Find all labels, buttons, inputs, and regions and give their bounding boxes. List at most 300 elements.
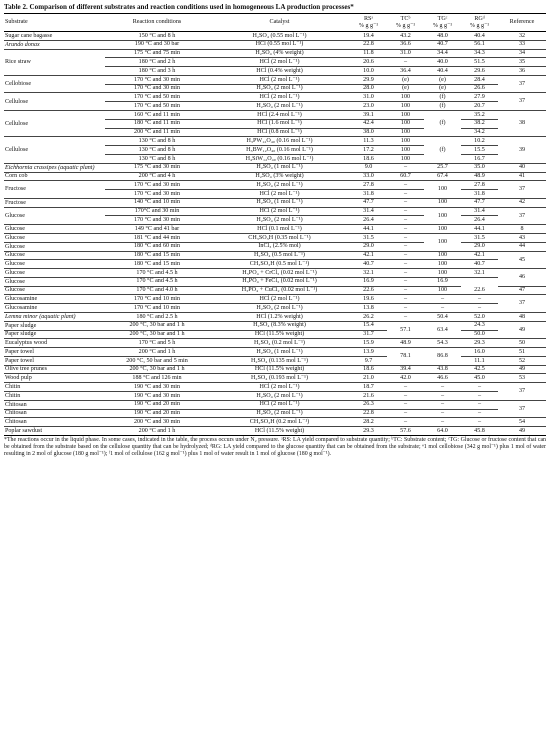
cell-reaction-conditions: 130 °C and 8 h <box>105 137 209 146</box>
header-label: Reaction conditions <box>132 19 182 25</box>
cell-reference: 37 <box>498 93 546 111</box>
cell-rs: 22.8 <box>350 409 387 418</box>
table-row <box>4 277 546 286</box>
cell-catalyst: H₃PO₄ + FeCl₃ (0.02 mol L⁻¹) <box>209 277 350 286</box>
cell-rg: 29.0 <box>461 242 498 251</box>
comparison-table <box>4 13 546 436</box>
header-label: RGᵈ <box>474 15 485 22</box>
cell-tc: – <box>387 216 424 225</box>
cell-tg: 40.4 <box>424 67 461 76</box>
cell-tg: – <box>424 304 461 313</box>
cell-rs: 17.2 <box>350 146 387 155</box>
cell-rs: 29.0 <box>350 242 387 251</box>
cell-rg: 40.4 <box>461 32 498 41</box>
cell-substrate: Glucose <box>4 269 105 278</box>
cell-tc: – <box>387 392 424 401</box>
cell-reference: 45 <box>498 251 546 269</box>
cell-reference: 39 <box>498 137 546 163</box>
cell-rg: – <box>461 409 498 418</box>
cell-catalyst: HCl (2 mol L⁻¹) <box>209 383 350 392</box>
cell-catalyst: H₂SO₄ (2 mol L⁻¹) <box>209 216 350 225</box>
cell-tc: – <box>387 418 424 427</box>
cell-catalyst: H₂SO₄ (1 mol L⁻¹) <box>209 198 350 207</box>
cell-reference: 32 <box>498 32 546 41</box>
cell-catalyst: H₂SO₄ (8.3% weight) <box>209 321 350 330</box>
cell-tg: (e) <box>424 75 461 84</box>
cell-reaction-conditions: 175 °C and 75 min <box>105 49 209 58</box>
cell-tg: 100 <box>424 260 461 269</box>
cell-reference: 48 <box>498 313 546 322</box>
cell-tg: – <box>424 400 461 409</box>
cell-tg: 100 <box>424 181 461 199</box>
cell-rs: 11.8 <box>350 49 387 58</box>
table-row <box>4 172 546 181</box>
cell-tg: 34.4 <box>424 49 461 58</box>
cell-substrate: Chitin <box>4 392 105 401</box>
cell-rs: 32.1 <box>350 269 387 278</box>
cell-substrate: Cellulose <box>4 93 105 111</box>
cell-reference: 40 <box>498 163 546 172</box>
cell-rs: 10.0 <box>350 67 387 76</box>
cell-tc: 57.6 <box>387 427 424 436</box>
cell-substrate: Paper sludge <box>4 321 105 330</box>
cell-tc: – <box>387 400 424 409</box>
cell-reaction-conditions: 200 °C, 30 bar and 1 h <box>105 321 209 330</box>
cell-substrate: Glucose <box>4 225 105 234</box>
cell-catalyst: HCl (11.5% weight) <box>209 427 350 436</box>
cell-rg: 31.4 <box>461 207 498 216</box>
cell-reaction-conditions: 140 °C and 10 min <box>105 198 209 207</box>
cell-substrate: Wood pulp <box>4 374 105 383</box>
cell-rg: 45.8 <box>461 427 498 436</box>
table-row <box>4 418 546 427</box>
cell-rs: 26.2 <box>350 313 387 322</box>
cell-substrate: Poplar sawdust <box>4 427 105 436</box>
cell-reaction-conditions: 160 °C and 11 min <box>105 111 209 120</box>
cell-rs: 27.8 <box>350 181 387 190</box>
cell-rg: 35.2 <box>461 111 498 120</box>
cell-reaction-conditions: 170 °C and 30 min <box>105 75 209 84</box>
cell-rs: 26.3 <box>350 400 387 409</box>
table-row <box>4 207 546 216</box>
cell-reference: 37 <box>498 75 546 93</box>
cell-reaction-conditions: 180 °C and 15 min <box>105 251 209 260</box>
table-row <box>4 260 546 269</box>
cell-reaction-conditions: 180 °C and 15 min <box>105 260 209 269</box>
cell-substrate: Olive tree prunes <box>4 365 105 374</box>
cell-tg: 48.0 <box>424 32 461 41</box>
cell-catalyst: H₂SO₄ (1 mol L⁻¹) <box>209 163 350 172</box>
cell-reference: 47 <box>498 286 546 295</box>
cell-substrate: Paper sludge <box>4 330 105 339</box>
cell-reaction-conditions: 200 °C, 30 bar and 1 h <box>105 330 209 339</box>
cell-reference: 41 <box>498 172 546 181</box>
cell-rg: 52.0 <box>461 313 498 322</box>
column-header-reference <box>498 14 546 32</box>
cell-tc: 78.1 <box>387 348 424 366</box>
cell-reference: 49 <box>498 321 546 339</box>
cell-catalyst: HCl (2 mol L⁻¹) <box>209 190 350 199</box>
cell-substrate: Eichhornia crassipes (aquatic plant) <box>4 163 105 172</box>
table-row <box>4 137 546 146</box>
cell-rg: 31.5 <box>461 233 498 242</box>
cell-reaction-conditions: 170°C and 30 min <box>105 207 209 216</box>
cell-catalyst: HCl (2 mol L⁻¹) <box>209 75 350 84</box>
cell-tc: – <box>387 286 424 295</box>
cell-tc: 36.4 <box>387 67 424 76</box>
cell-reference: 46 <box>498 269 546 287</box>
cell-reference: 33 <box>498 40 546 49</box>
cell-rg: 11.1 <box>461 356 498 365</box>
cell-tc: – <box>387 295 424 304</box>
cell-catalyst: HCl (2 mol L⁻¹) <box>209 58 350 67</box>
cell-substrate: Paper towel <box>4 356 105 365</box>
cell-tg: 67.4 <box>424 172 461 181</box>
cell-rs: 20.6 <box>350 58 387 67</box>
cell-reaction-conditions: 200 °C and 4 h <box>105 172 209 181</box>
cell-rs: 44.1 <box>350 225 387 234</box>
cell-catalyst: H₂SO₄ (0.2 mol L⁻¹) <box>209 339 350 348</box>
cell-reaction-conditions: 130 °C and 8 h <box>105 154 209 163</box>
cell-rs: 18.7 <box>350 383 387 392</box>
cell-reaction-conditions: 170 °C and 30 min <box>105 181 209 190</box>
cell-tc: – <box>387 233 424 242</box>
table-row <box>4 356 546 365</box>
cell-rg: – <box>461 400 498 409</box>
cell-tg: – <box>424 383 461 392</box>
column-header-catalyst <box>209 14 350 32</box>
cell-reaction-conditions: 170 °C and 50 min <box>105 93 209 102</box>
cell-tc: 60.7 <box>387 172 424 181</box>
table-row <box>4 181 546 190</box>
cell-rg: 34.3 <box>461 49 498 58</box>
cell-reference: 51 <box>498 348 546 357</box>
cell-rs: 19.4 <box>350 32 387 41</box>
cell-substrate: Glucosamine <box>4 295 105 304</box>
cell-catalyst: HCl (0.55 mol L⁻¹) <box>209 40 350 49</box>
cell-rs: 9.7 <box>350 356 387 365</box>
cell-reaction-conditions: 170 °C and 4.5 h <box>105 277 209 286</box>
header-label: Catalyst <box>269 19 290 25</box>
cell-reaction-conditions: 200 °C and 11 min <box>105 128 209 137</box>
column-header-rg <box>461 14 498 32</box>
cell-substrate: Sugar cane bagasse <box>4 32 105 41</box>
cell-substrate: Fructose <box>4 198 105 207</box>
cell-catalyst: H₄SiW₁₂O₄₀ (0.16 mol L⁻¹) <box>209 154 350 163</box>
header-label: TGᶜ <box>437 15 448 22</box>
table-row <box>4 111 546 120</box>
table-row <box>4 233 546 242</box>
cell-reaction-conditions: 200 °C, 30 bar and 1 h <box>105 365 209 374</box>
header-label: Substrate <box>5 19 28 25</box>
cell-catalyst: HCl (11.5% weight) <box>209 365 350 374</box>
cell-catalyst: H₂SO₄ (2 mol L⁻¹) <box>209 304 350 313</box>
table-row <box>4 383 546 392</box>
cell-tg: (f) <box>424 93 461 102</box>
cell-substrate: Glucose <box>4 207 105 225</box>
cell-catalyst: H₂SO₄ (2 mol L⁻¹) <box>209 181 350 190</box>
cell-rg: 42.1 <box>461 251 498 260</box>
cell-tc: 48.9 <box>387 339 424 348</box>
table-row <box>4 251 546 260</box>
cell-rg: 47.7 <box>461 198 498 207</box>
cell-rg: 24.3 <box>461 321 498 330</box>
table-row <box>4 225 546 234</box>
cell-tg: 100 <box>424 233 461 251</box>
cell-tg: (f) <box>424 111 461 137</box>
cell-reaction-conditions: 200 °C and 1 h <box>105 348 209 357</box>
cell-catalyst: H₂SO₄ (4% weight) <box>209 49 350 58</box>
cell-catalyst: HCl (0.8 mol L⁻¹) <box>209 128 350 137</box>
cell-reference: 37 <box>498 383 546 401</box>
cell-rg: 38.2 <box>461 119 498 128</box>
table-row <box>4 269 546 278</box>
column-header-tc <box>387 14 424 32</box>
cell-tc: 100 <box>387 146 424 155</box>
cell-rs: 29.9 <box>350 75 387 84</box>
cell-rs: 15.4 <box>350 321 387 330</box>
cell-tc: – <box>387 58 424 67</box>
cell-rs: 11.3 <box>350 137 387 146</box>
cell-reaction-conditions: 200 °C, 50 bar and 5 min <box>105 356 209 365</box>
cell-reaction-conditions: 200 °C and 1 h <box>105 427 209 436</box>
cell-catalyst: H₂SO₄ (0.193 mol L⁻¹) <box>209 374 350 383</box>
cell-tg: – <box>424 418 461 427</box>
table-row <box>4 40 546 49</box>
cell-rs: 40.7 <box>350 260 387 269</box>
cell-tc: 43.2 <box>387 32 424 41</box>
cell-substrate: Chitin <box>4 383 105 392</box>
cell-rg: 50.0 <box>461 330 498 339</box>
cell-catalyst: H₂SO₄ (2 mol L⁻¹) <box>209 84 350 93</box>
cell-rg: 45.0 <box>461 374 498 383</box>
cell-substrate: Rice straw <box>4 49 105 75</box>
cell-rs: 31.4 <box>350 207 387 216</box>
header-row <box>4 14 546 32</box>
cell-rs: 38.0 <box>350 128 387 137</box>
cell-reference: 38 <box>498 111 546 137</box>
cell-tg: 40.0 <box>424 58 461 67</box>
table-row <box>4 295 546 304</box>
cell-tc: 31.0 <box>387 49 424 58</box>
cell-catalyst: HCl (11.5% weight) <box>209 330 350 339</box>
cell-reference: 54 <box>498 418 546 427</box>
cell-catalyst: H₂SO₄ (0.55 mol L⁻¹) <box>209 32 350 41</box>
cell-rs: 13.9 <box>350 348 387 357</box>
cell-substrate: Chitosan <box>4 409 105 418</box>
cell-substrate: Glucose <box>4 260 105 269</box>
cell-rg: 29.3 <box>461 339 498 348</box>
table-row <box>4 374 546 383</box>
cell-reaction-conditions: 170 °C and 30 min <box>105 190 209 199</box>
cell-reference: 36 <box>498 67 546 76</box>
cell-reaction-conditions: 170 °C and 30 min <box>105 84 209 93</box>
table-row <box>4 93 546 102</box>
cell-catalyst: CH₃SO₃H (0.2 mol L⁻¹) <box>209 418 350 427</box>
cell-tg: 64.0 <box>424 427 461 436</box>
cell-rs: 22.8 <box>350 40 387 49</box>
cell-tc: 100 <box>387 128 424 137</box>
cell-reaction-conditions: 190 °C and 30 bar <box>105 40 209 49</box>
table-row <box>4 49 546 58</box>
cell-rs: 31.8 <box>350 190 387 199</box>
cell-reference: 49 <box>498 365 546 374</box>
cell-rs: 9.0 <box>350 163 387 172</box>
cell-reaction-conditions: 170 °C and 10 min <box>105 304 209 313</box>
cell-reaction-conditions: 175 °C and 30 min <box>105 163 209 172</box>
cell-tc: 100 <box>387 93 424 102</box>
cell-rg: 48.9 <box>461 172 498 181</box>
cell-tc: 100 <box>387 111 424 120</box>
cell-tg: – <box>424 392 461 401</box>
cell-reaction-conditions: 180 °C and 11 min <box>105 119 209 128</box>
cell-reaction-conditions: 170 °C and 30 min <box>105 216 209 225</box>
cell-reaction-conditions: 170 °C and 10 min <box>105 295 209 304</box>
cell-reference: 35 <box>498 58 546 67</box>
cell-tc: – <box>387 269 424 278</box>
cell-rs: 21.6 <box>350 392 387 401</box>
cell-catalyst: H₂SO₄ (2 mol L⁻¹) <box>209 392 350 401</box>
cell-reaction-conditions: 190 °C and 30 min <box>105 392 209 401</box>
header-unit: % g g⁻¹ <box>432 22 453 29</box>
cell-reaction-conditions: 188 °C and 126 min <box>105 374 209 383</box>
cell-rs: 15.9 <box>350 339 387 348</box>
table-row <box>4 339 546 348</box>
cell-reference: 43 <box>498 233 546 242</box>
cell-tc: 100 <box>387 119 424 128</box>
cell-tg: 43.8 <box>424 365 461 374</box>
cell-tc: – <box>387 383 424 392</box>
cell-reaction-conditions: 180 °C and 2.5 h <box>105 313 209 322</box>
table-row <box>4 330 546 339</box>
cell-tc: 39.4 <box>387 365 424 374</box>
cell-rs: 21.0 <box>350 374 387 383</box>
cell-rg: 15.5 <box>461 146 498 155</box>
cell-substrate: Chitosan <box>4 400 105 409</box>
cell-reference: 42 <box>498 198 546 207</box>
cell-rg: 28.4 <box>461 75 498 84</box>
cell-rg: – <box>461 304 498 313</box>
cell-catalyst: H₃PO₄ + CuCl₂ (0.02 mol L⁻¹) <box>209 286 350 295</box>
cell-rs: 28.2 <box>350 418 387 427</box>
cell-rg: 35.0 <box>461 163 498 172</box>
cell-catalyst: H₂SO₄ (0.5 mol L⁻¹) <box>209 251 350 260</box>
cell-tc: 42.0 <box>387 374 424 383</box>
cell-catalyst: HCl (0.1 mol L⁻¹) <box>209 225 350 234</box>
cell-tg: 46.6 <box>424 374 461 383</box>
cell-catalyst: H₂SO₄ (2 mol L⁻¹) <box>209 409 350 418</box>
table-body <box>4 32 546 436</box>
cell-rg: 22.6 <box>461 286 498 295</box>
cell-tc: – <box>387 242 424 251</box>
cell-catalyst: H₃PW₁₂O₄₀ (0.16 mol L⁻¹) <box>209 137 350 146</box>
cell-catalyst: H₂SO₄ (3% weight) <box>209 172 350 181</box>
cell-rg: 26.6 <box>461 84 498 93</box>
cell-catalyst: InCl₃ (2.5% mol) <box>209 242 350 251</box>
cell-catalyst: H₃PO₄ + CrCl₃ (0.02 mol L⁻¹) <box>209 269 350 278</box>
cell-catalyst: HCl (2 mol L⁻¹) <box>209 295 350 304</box>
cell-reaction-conditions: 130 °C and 8 h <box>105 146 209 155</box>
cell-rs: 28.0 <box>350 84 387 93</box>
cell-tc: 36.6 <box>387 40 424 49</box>
header-label: RSᵃ <box>363 15 374 22</box>
header-label: TCᵇ <box>400 15 411 22</box>
cell-reference: 49 <box>498 427 546 436</box>
cell-reaction-conditions: 190 °C and 20 min <box>105 409 209 418</box>
cell-reaction-conditions: 150 °C and 8 h <box>105 32 209 41</box>
cell-tc: 100 <box>387 137 424 146</box>
cell-rs: 33.0 <box>350 172 387 181</box>
cell-tc: – <box>387 207 424 216</box>
cell-rs: 31.5 <box>350 233 387 242</box>
cell-rg: – <box>461 295 498 304</box>
cell-tg: 100 <box>424 198 461 207</box>
cell-tc: (e) <box>387 75 424 84</box>
table-row <box>4 198 546 207</box>
cell-rg: 16.7 <box>461 154 498 163</box>
cell-reaction-conditions: 190 °C and 30 min <box>105 383 209 392</box>
cell-tc: – <box>387 409 424 418</box>
cell-rg: – <box>461 383 498 392</box>
cell-rs: 18.6 <box>350 365 387 374</box>
cell-substrate: Cellulose <box>4 137 105 163</box>
cell-tg: 100 <box>424 286 461 295</box>
cell-rg: – <box>461 418 498 427</box>
cell-tc: – <box>387 251 424 260</box>
cell-catalyst: H₂SO₄ (1 mol L⁻¹) <box>209 348 350 357</box>
cell-substrate: Glucose <box>4 233 105 242</box>
cell-reaction-conditions: 149 °C and 41 bar <box>105 225 209 234</box>
cell-substrate: Paper towel <box>4 348 105 357</box>
cell-catalyst: HCl (1.2% weight) <box>209 313 350 322</box>
table-caption: Table 2. Comparison of different substrates and reaction conditions used in homogeneous LA production processes* <box>4 3 354 11</box>
cell-tc: – <box>387 304 424 313</box>
cell-rs: 31.7 <box>350 330 387 339</box>
cell-tg: 16.9 <box>424 277 461 286</box>
cell-reaction-conditions: 170 °C and 4.5 h <box>105 269 209 278</box>
cell-tg: 86.8 <box>424 348 461 366</box>
header-label: Reference <box>509 19 535 25</box>
table-row <box>4 32 546 41</box>
cell-tg: (f) <box>424 102 461 111</box>
cell-catalyst: CH₃SO₃H (0.35 mol L⁻¹) <box>209 233 350 242</box>
cell-tg: 50.4 <box>424 313 461 322</box>
table-row <box>4 409 546 418</box>
cell-substrate: Fructose <box>4 181 105 199</box>
cell-catalyst: H₂SO₄ (2 mol L⁻¹) <box>209 102 350 111</box>
cell-rs: 22.6 <box>350 286 387 295</box>
cell-substrate: Glucose <box>4 277 105 286</box>
cell-substrate: Eucalyptus wood <box>4 339 105 348</box>
cell-rs: 42.4 <box>350 119 387 128</box>
cell-rs: 23.0 <box>350 102 387 111</box>
cell-tc: – <box>387 181 424 190</box>
cell-rg: 34.2 <box>461 128 498 137</box>
table-row <box>4 348 546 357</box>
cell-substrate: Cellulose <box>4 111 105 137</box>
cell-rg: 10.2 <box>461 137 498 146</box>
cell-rs: 39.1 <box>350 111 387 120</box>
column-header-reaction-conditions <box>105 14 209 32</box>
cell-substrate: Arundo donax <box>4 40 105 49</box>
column-header-substrate <box>4 14 105 32</box>
cell-tg: 100 <box>424 251 461 260</box>
cell-reaction-conditions: 180 °C and 2 h <box>105 58 209 67</box>
cell-substrate: Chitosan <box>4 418 105 427</box>
cell-catalyst: HCl (2.4 mol L⁻¹) <box>209 111 350 120</box>
cell-rg: 42.5 <box>461 365 498 374</box>
cell-rs: 19.6 <box>350 295 387 304</box>
